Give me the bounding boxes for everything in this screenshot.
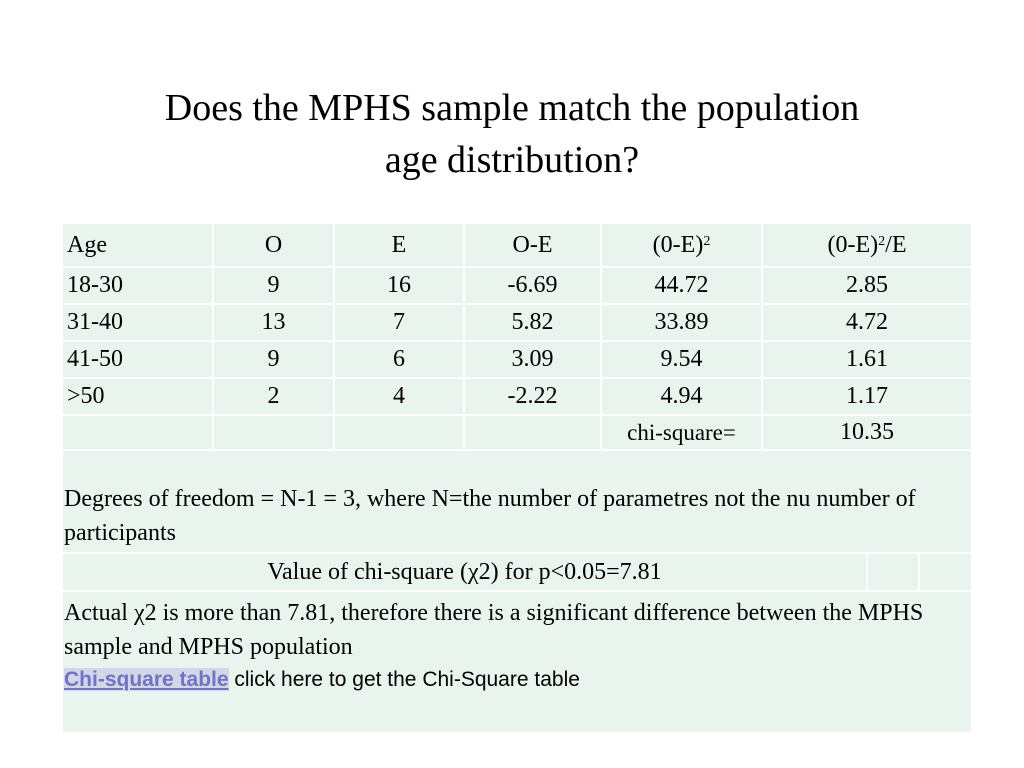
cell-observed: 13 [213, 304, 334, 341]
empty-cell [62, 415, 213, 450]
table-row [62, 304, 972, 341]
cell-o-minus-e: 3.09 [464, 341, 601, 378]
title-line-2: age distribution? [384, 139, 640, 181]
chi-square-table-link-line [64, 664, 969, 696]
cell-o-minus-e: -6.69 [464, 267, 601, 304]
chi-square-table-link[interactable]: Chi-square table [64, 668, 229, 691]
chi-square-table [61, 222, 973, 734]
degrees-of-freedom-text: Degrees of freedom = N-1 = 3, where N=the number of parametres not the nu number of participants [62, 450, 972, 553]
cell-expected: 4 [334, 378, 464, 415]
table-row [62, 267, 972, 304]
header-squared-exp: 2 [703, 233, 711, 249]
cell-age: 41-50 [62, 341, 213, 378]
empty-cell [464, 415, 601, 450]
degrees-of-freedom-row [62, 450, 972, 553]
chi-square-sum-row [62, 415, 972, 450]
header-observed: O [213, 223, 334, 267]
title-line-1: Does the MPHS sample match the population [164, 87, 860, 129]
critical-value-text: Value of chi-square (χ2) for p<0.05=7.81 [62, 553, 867, 591]
cell-o-minus-e: -2.22 [464, 378, 601, 415]
header-row [62, 223, 972, 267]
critical-value-row [62, 553, 972, 591]
header-o-minus-e: O-E [464, 223, 601, 267]
empty-cell [213, 415, 334, 450]
header-ratio-exp: 2 [878, 233, 886, 249]
cell-squared: 9.54 [601, 341, 762, 378]
cell-observed: 9 [213, 341, 334, 378]
cell-age: >50 [62, 378, 213, 415]
header-squared [601, 223, 762, 267]
cell-age: 31-40 [62, 304, 213, 341]
empty-cell [919, 553, 972, 591]
empty-cell [867, 553, 919, 591]
cell-expected: 16 [334, 267, 464, 304]
slide-title [40, 82, 984, 186]
cell-expected: 6 [334, 341, 464, 378]
header-ratio [762, 223, 972, 267]
cell-expected: 7 [334, 304, 464, 341]
chi-square-label: chi-square= [601, 415, 762, 450]
cell-age: 18-30 [62, 267, 213, 304]
cell-squared: 4.94 [601, 378, 762, 415]
cell-observed: 2 [213, 378, 334, 415]
empty-cell [334, 415, 464, 450]
header-expected: E [334, 223, 464, 267]
header-ratio-tail: /E [885, 231, 907, 258]
conclusion-row [62, 591, 972, 733]
link-description: click here to get the Chi-Square table [228, 668, 580, 691]
cell-o-minus-e: 5.82 [464, 304, 601, 341]
header-squared-base: (0-E) [652, 231, 704, 258]
cell-ratio: 2.85 [762, 267, 972, 304]
cell-ratio: 4.72 [762, 304, 972, 341]
conclusion-text: Actual χ2 is more than 7.81, therefore there is a significant difference between the MPHS sample and MPHS population [64, 600, 924, 660]
cell-ratio: 1.17 [762, 378, 972, 415]
header-ratio-base: (0-E) [827, 231, 879, 258]
conclusion-cell [62, 591, 972, 733]
cell-squared: 44.72 [601, 267, 762, 304]
cell-squared: 33.89 [601, 304, 762, 341]
cell-ratio: 1.61 [762, 341, 972, 378]
table-row [62, 341, 972, 378]
table-row [62, 378, 972, 415]
chi-square-value: 10.35 [762, 415, 972, 450]
cell-observed: 9 [213, 267, 334, 304]
header-age: Age [62, 223, 213, 267]
